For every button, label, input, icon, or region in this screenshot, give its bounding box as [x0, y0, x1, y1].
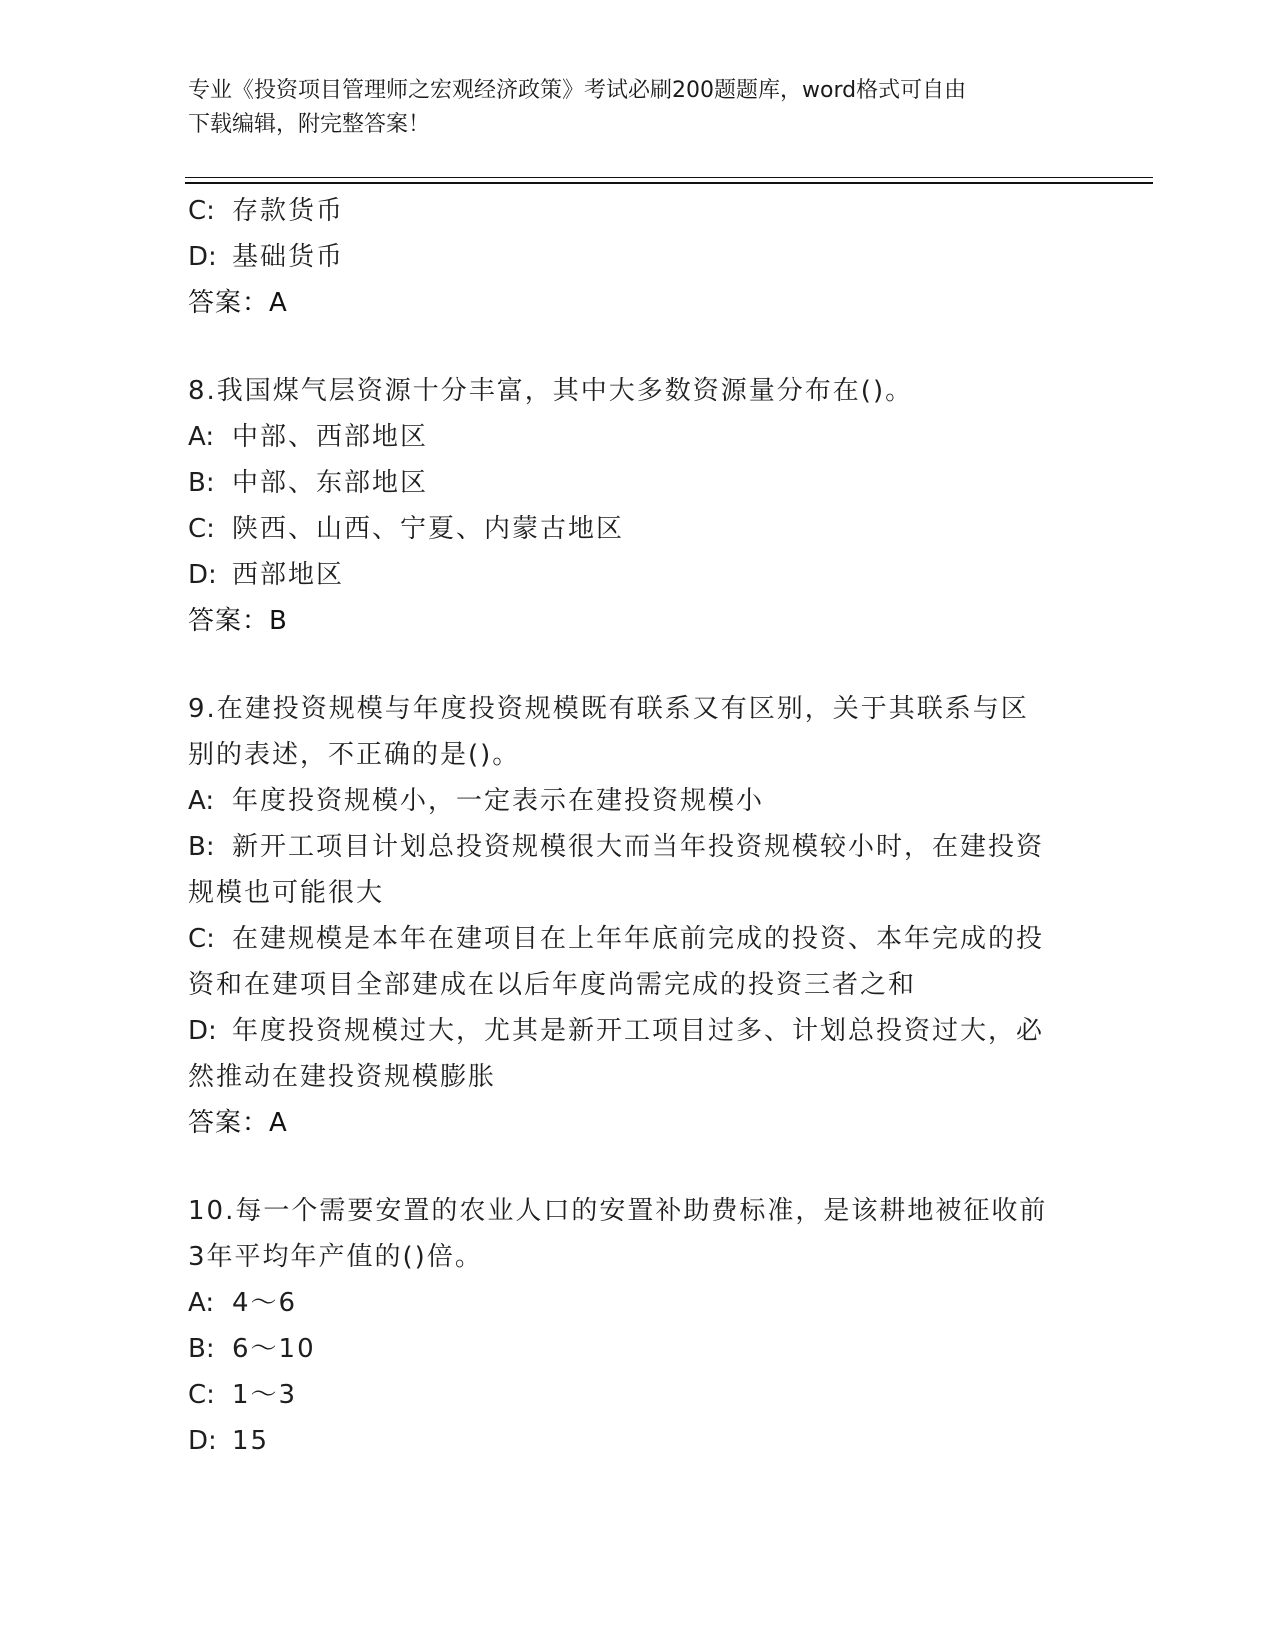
option-a: A: 4～6: [188, 1288, 298, 1318]
option-d: D: 15: [188, 1426, 270, 1456]
option-c: C: 1～3: [188, 1380, 298, 1410]
option-b-continued: 规模也可能很大: [188, 878, 385, 908]
header-rule-thin: [185, 177, 1153, 178]
answer-label: 答案：A: [188, 288, 288, 318]
option-c-continued: 资和在建项目全部建成在以后年度尚需完成的投资三者之和: [188, 970, 917, 1000]
option-b: B: 中部、东部地区: [188, 468, 429, 498]
question-stem-line-2: 别的表述，不正确的是()。: [188, 740, 521, 770]
answer-label: 答案：B: [188, 606, 288, 636]
option-b: B: 新开工项目计划总投资规模很大而当年投资规模较小时，在建投资: [188, 832, 1045, 862]
option-a: A: 中部、西部地区: [188, 422, 429, 452]
option-c: C: 陕西、山西、宁夏、内蒙古地区: [188, 514, 625, 544]
option-b: B: 6～10: [188, 1334, 316, 1364]
header-line-1: 专业《投资项目管理师之宏观经济政策》考试必刷200题题库，word格式可自由: [188, 78, 967, 103]
option-c: C: 存款货币: [188, 196, 345, 226]
option-a: A: 年度投资规模小，一定表示在建投资规模小: [188, 786, 765, 816]
header-line-2: 下载编辑，附完整答案！: [188, 112, 431, 137]
option-c: C: 在建规模是本年在建项目在上年年底前完成的投资、本年完成的投: [188, 924, 1045, 954]
question-stem-line-2: 3年平均年产值的()倍。: [188, 1242, 483, 1272]
document-header: [188, 74, 1088, 142]
header-rule-thick: [185, 182, 1153, 184]
question-stem-line-1: 9.在建投资规模与年度投资规模既有联系又有区别，关于其联系与区: [188, 694, 1029, 724]
option-d: D: 西部地区: [188, 560, 345, 590]
question-content: [188, 188, 1088, 1464]
question-stem: 8.我国煤气层资源十分丰富，其中大多数资源量分布在()。: [188, 376, 914, 406]
answer-label: 答案：A: [188, 1108, 288, 1138]
option-d-continued: 然推动在建投资规模膨胀: [188, 1062, 497, 1092]
option-d: D: 年度投资规模过大，尤其是新开工项目过多、计划总投资过大，必: [188, 1016, 1045, 1046]
question-stem-line-1: 10.每一个需要安置的农业人口的安置补助费标准，是该耕地被征收前: [188, 1196, 1048, 1226]
option-d: D: 基础货币: [188, 242, 345, 272]
